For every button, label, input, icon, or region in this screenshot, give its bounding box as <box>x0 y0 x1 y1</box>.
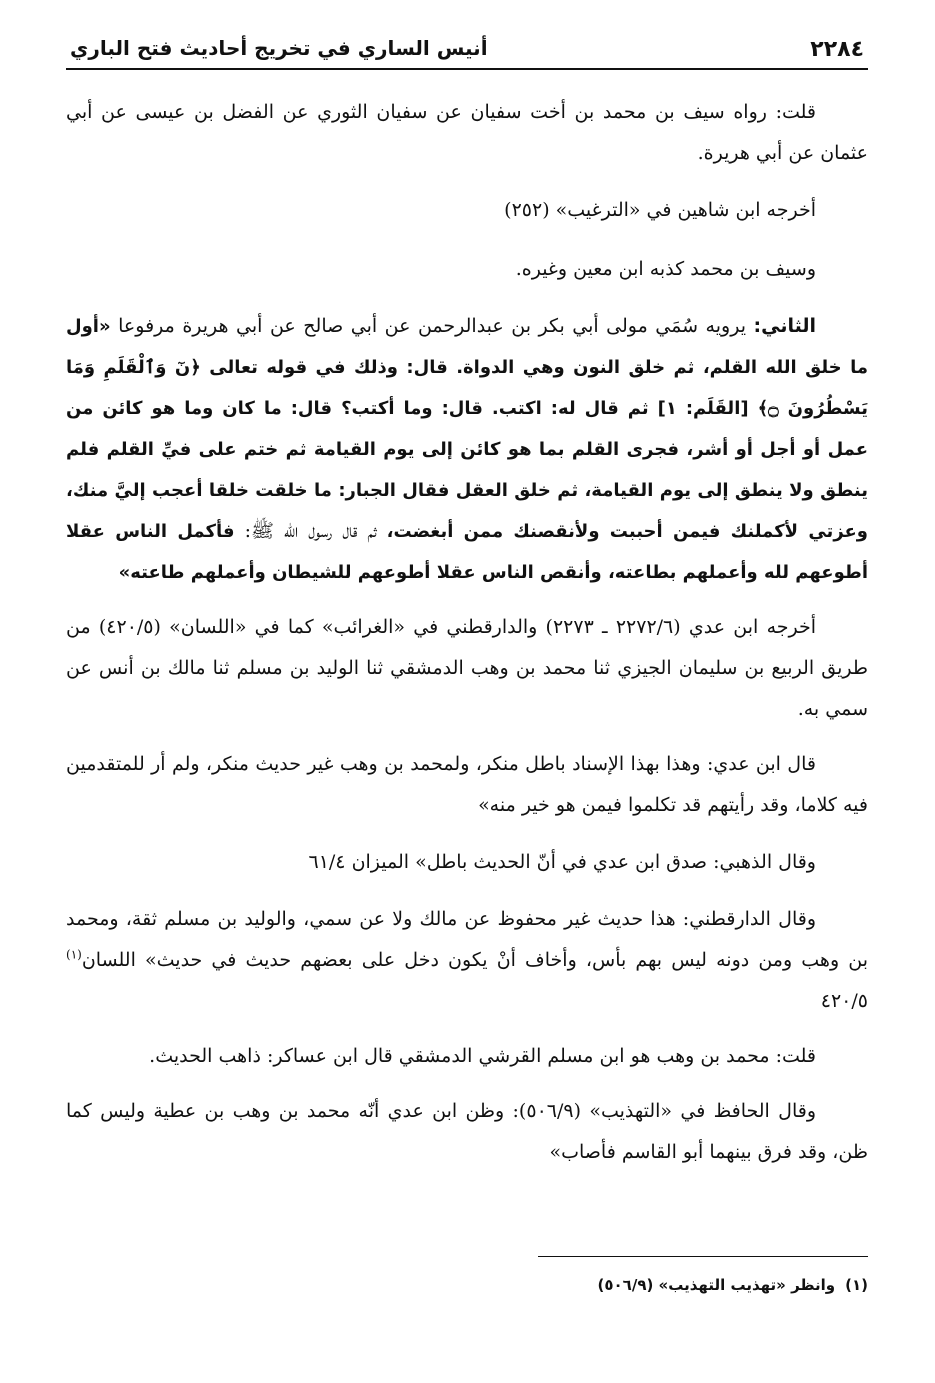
paragraph-ibn-shahin: أخرجه ابن شاهين في «الترغيب» (٢٥٢) <box>504 199 816 221</box>
running-header <box>66 22 868 70</box>
paragraph-note-sayf: قلت: رواه سيف بن محمد بن أخت سفيان عن سفيان الثوري عن الفضل بن عيسى عن أبي عثمان عن أبي هريرة. <box>66 101 868 164</box>
body-text <box>66 70 868 1173</box>
paragraph-ibn-wahb: قلت: محمد بن وهب هو ابن مسلم القرشي الدمشقي قال ابن عساكر: ذاهب الحديث. <box>149 1045 816 1067</box>
hadith-text-part1: «أول ما خلق الله القلم، ثم خلق النون وهي الدواة. قال: وذلك في قوله تعالى ﴿نٓ وَٱلْقَلَمِ وَمَا يَسْطُرُونَ ۝﴾ [القَلَم: ١] ثم قال له: اكتب. قال: وما أكتب؟ قال: ما كان وما هو كائن من عمل أو أجل أو أشر، فجرى القلم بما هو كائن إلى يوم القيامة ثم ختم على فيِّ القلم فلم ينطق ولا ينطق إلى يوم القيامة، ثم خلق العقل فقال الجبار: ما خلقت خلقا أعجب إليَّ منك، وعزتي لأكملنك فيمن أحببت ولأنقصنك ممن أبغضت، <box>66 316 869 542</box>
hadith-text-part2: فأكمل الناس عقلا أطوعهم لله وأعملهم بطاعته، وأنقص الناس عقلا أطوعهم للشيطان وأعملهم طاعته» <box>66 521 868 583</box>
paragraph-ibn-adi-takhrij: أخرجه ابن عدي (٢٢٧٢/٦ ـ ٢٢٧٣) والدارقطني في «الغرائب» كما في «اللسان» (٤٢٠/٥) من طريق الربيع بن سليمان الجيزي ثنا محمد بن وهب الدمشقي ثنا الوليد بن مسلم ثنا مالك بن أنس عن سمي به. <box>66 616 868 720</box>
paragraph-daraqutni <box>66 899 868 1022</box>
paragraph-second-narration <box>66 306 868 593</box>
second-intro: يرويه سُمَي مولى أبي بكر بن عبدالرحمن عن أبي صالح عن أبي هريرة مرفوعا <box>118 315 746 337</box>
paragraph-sayf-grading: وسيف بن محمد كذبه ابن معين وغيره. <box>515 258 816 280</box>
footnote-text: وانظر «تهذيب التهذيب» (٥٠٦/٩) <box>597 1276 836 1294</box>
document-page <box>66 22 868 1362</box>
book-title: أنيس الساري في تخريج أحاديث فتح الباري <box>70 36 488 60</box>
daraqutni-text: وقال الدارقطني: هذا حديث غير محفوظ عن مالك ولا عن سمي، والوليد بن مسلم ثقة، ومحمد بن وهب ومن دونه ليس بهم بأس، وأخاف أنْ يكون دخل على بعضهم حديث في حديث» اللسان <box>66 908 868 971</box>
second-middle: ثم قال رسول الله ﷺ: <box>244 520 377 542</box>
paragraph-ibn-adi-comment: قال ابن عدي: وهذا بهذا الإسناد باطل منكر، ولمحمد بن وهب غير حديث منكر، ولم أر للمتقدمين فيه كلاما، وقد رأيتهم قد تكلموا فيمن هو خير منه» <box>66 753 868 816</box>
page-number: ٢٢٨٤ <box>810 37 864 62</box>
footnote-divider <box>538 1256 868 1257</box>
paragraph-dhahabi: وقال الذهبي: صدق ابن عدي في أنّ الحديث باطل» الميزان ٦١/٤ <box>308 851 816 873</box>
footnote-marker[interactable]: (١) <box>66 947 82 962</box>
second-lead: الثاني: <box>753 315 816 337</box>
daraqutni-ref: ٤٢٠/٥ <box>820 990 868 1012</box>
footnote-number: (١) <box>845 1276 868 1294</box>
footnote <box>588 1276 868 1294</box>
paragraph-tahdhib: وقال الحافظ في «التهذيب» (٥٠٦/٩): وظن ابن عدي أنّه محمد بن وهب بن عطية وليس كما ظن، وقد فرق بينهما أبو القاسم فأصاب» <box>66 1100 868 1163</box>
